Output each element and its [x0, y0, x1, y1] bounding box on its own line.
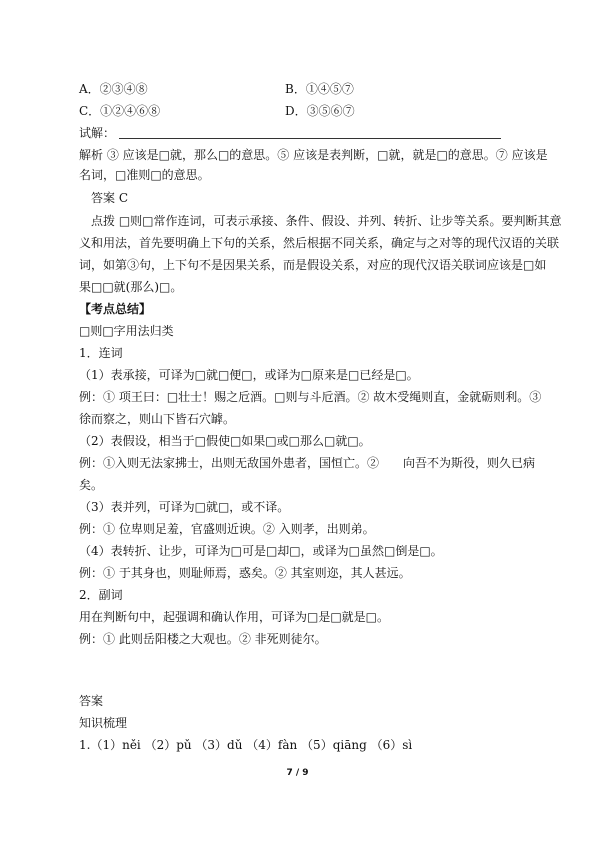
trial-answer-row [79, 124, 541, 142]
conj-heading: 1．连词 [79, 346, 123, 360]
option-d: D．③⑤⑥⑦ [285, 104, 355, 118]
answers-subheading: 知识梳理 [79, 716, 128, 730]
answer-line: 答案 C [91, 191, 128, 205]
conj-c3: （3）表并列，可译为□就□，或不译。 [79, 500, 290, 514]
adverb-desc: 用在判断句中，起强调和确认作用，可译为□是□就是□。 [79, 610, 390, 624]
tip-line-4: 果□□就(那么)□。 [79, 280, 183, 294]
page-number: 7 / 9 [286, 768, 309, 778]
adverb-heading: 2．副词 [79, 588, 123, 602]
conj-c3-example: 例：① 位卑则足羞，官盛则近谀。② 入则孝，出则弟。 [79, 522, 375, 536]
conj-c2-example-a: 例：①入则无法家拂士，出则无敌国外患者，国恒亡。② 向吾不为斯役，则久已病 [79, 456, 536, 470]
conj-c1: （1）表承接，可译为□就□便□，或译为□原来是□已经是□。 [79, 368, 419, 382]
adverb-example: 例：① 此则岳阳楼之大观也。② 非死则徒尔。 [79, 632, 327, 646]
answer-blank-line [119, 126, 501, 139]
tip-line-1: 点拨 □则□常作连词，可表示承接、条件、假设、并列、转折、让步等关系。要判断其意 [91, 214, 562, 228]
answers-heading: 答案 [79, 694, 104, 708]
option-c: C．①②④⑥⑧ [79, 104, 161, 118]
tip-line-3: 词，如第③句，上下句不是因果关系，而是假设关系，对应的现代汉语关联词应该是□如 [79, 258, 547, 272]
analysis-line-1: 解析 ③ 应该是□就，那么□的意思。⑤ 应该是表判断，□就，就是□的意思。⑦ 应该是 [79, 148, 548, 162]
answers-line-1: 1.（1）něi （2）pǔ （3）dǔ （4）fàn （5）qiāng （6）sì [79, 738, 413, 752]
option-a: A．②③④⑧ [79, 82, 148, 96]
conj-c1-example-a: 例：① 项王曰：□壮士！赐之卮酒。□则与斗卮酒。② 故木受绳则直，金就砺则利。③ [79, 390, 542, 404]
conj-c4-example: 例：① 于其身也，则耻师焉，惑矣。② 其室则迩，其人甚远。 [79, 566, 411, 580]
conj-c1-example-b: 徐而察之，则山下皆石穴罅。 [79, 412, 236, 426]
conj-c4: （4）表转折、让步，可译为□可是□却□，或译为□虽然□倒是□。 [79, 544, 443, 558]
conj-c2: （2）表假设，相当于□假使□如果□或□那么□就□。 [79, 434, 371, 448]
analysis-line-2: 名词，□准则□的意思。 [79, 168, 210, 182]
trial-label: 试解： [79, 126, 116, 140]
conj-c2-example-b: 矣。 [79, 478, 104, 492]
tip-line-2: 义和用法，首先要明确上下句的关系，然后根据不同关系，确定与之对等的现代汉语的关联 [79, 236, 560, 250]
option-b: B．①④⑤⑦ [285, 82, 354, 96]
summary-heading: 【考点总结】 [79, 302, 152, 316]
summary-subtitle: □则□字用法归类 [79, 324, 174, 338]
